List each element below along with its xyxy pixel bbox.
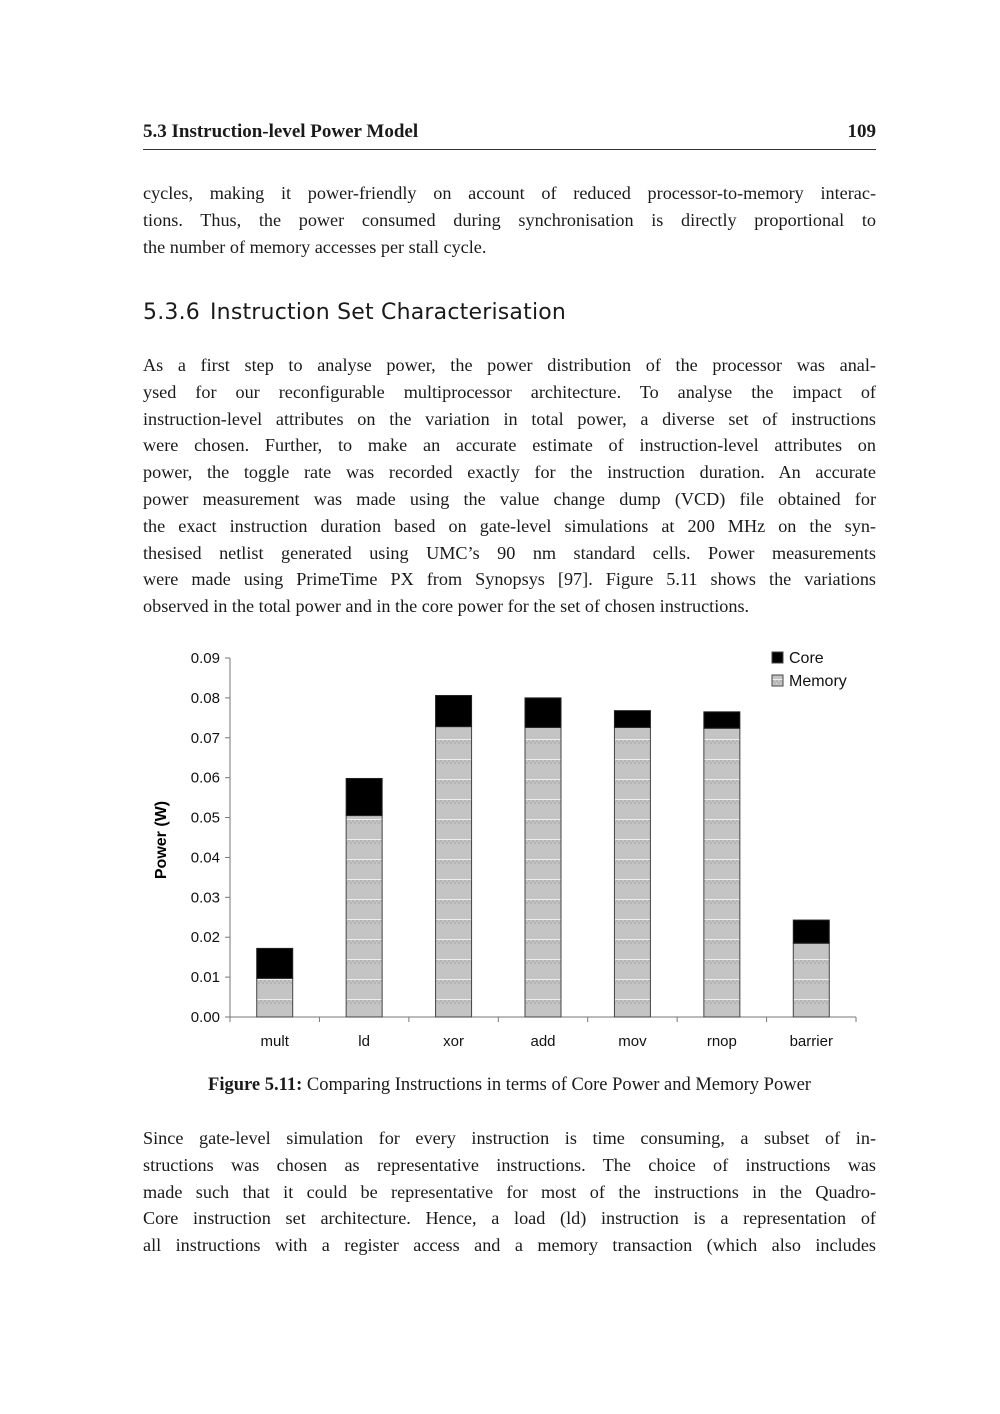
bar-ld bbox=[346, 778, 382, 1017]
text-line: instruction-level attributes on the variation in total power, a diverse set of instructions bbox=[143, 408, 876, 429]
x-tick-label: barrier bbox=[789, 1033, 833, 1050]
y-tick-label: 0.00 bbox=[190, 1009, 220, 1026]
section-number: 5.3.6 bbox=[143, 300, 200, 325]
bar-mult bbox=[257, 948, 293, 1017]
text-line: all instructions with a register access and a memory transaction (which also includes bbox=[143, 1235, 876, 1256]
y-axis bbox=[191, 650, 230, 1026]
memory-segment bbox=[793, 943, 829, 1017]
chart-legend bbox=[772, 650, 847, 690]
section-paragraph bbox=[143, 352, 876, 620]
x-tick-label: ld bbox=[358, 1033, 370, 1050]
figure-label: Figure 5.11: bbox=[208, 1075, 303, 1095]
text-line: structions was chosen as representative instructions. The choice of instructions was bbox=[143, 1154, 876, 1175]
bar-rnop bbox=[704, 712, 740, 1017]
x-tick-label: xor bbox=[443, 1033, 464, 1050]
text-line: ysed for our reconfigurable multiprocessor architecture. To analyse the impact of bbox=[143, 381, 876, 402]
text-line: were made using PrimeTime PX from Synopsys [97]. Figure 5.11 shows the variations bbox=[143, 569, 876, 590]
bar-barrier bbox=[793, 920, 829, 1017]
y-tick-label: 0.05 bbox=[190, 809, 220, 827]
closing-paragraph bbox=[143, 1125, 876, 1259]
section-title: Instruction Set Characterisation bbox=[209, 300, 567, 325]
core-segment bbox=[257, 948, 293, 978]
memory-segment bbox=[257, 978, 293, 1017]
y-tick-label: 0.03 bbox=[190, 889, 220, 907]
text-line: power, the toggle rate was recorded exactly for the instruction duration. An accurate bbox=[143, 462, 876, 483]
core-segment bbox=[525, 698, 561, 728]
text-line: made such that it could be representative for most of the instructions in the Quadro- bbox=[143, 1181, 876, 1202]
x-axis bbox=[230, 1017, 856, 1050]
memory-segment bbox=[704, 728, 740, 1017]
x-tick-label: rnop bbox=[706, 1033, 737, 1050]
core-segment bbox=[704, 712, 740, 728]
x-tick-label: add bbox=[530, 1033, 556, 1050]
running-header-title: 5.3 Instruction-level Power Model bbox=[143, 121, 419, 142]
text-line: the number of memory accesses per stall cycle. bbox=[143, 236, 487, 257]
y-tick-label: 0.01 bbox=[190, 969, 220, 987]
section-heading bbox=[143, 300, 566, 325]
memory-legend-swatch bbox=[772, 675, 783, 686]
bar-xor bbox=[436, 695, 472, 1017]
core-segment bbox=[436, 695, 472, 726]
text-line: Core instruction set architecture. Hence, a load (ld) instruction is a representation of bbox=[143, 1208, 876, 1229]
figure-caption-text: Comparing Instructions in terms of Core Power and Memory Power bbox=[306, 1075, 811, 1095]
chart-canvas bbox=[140, 640, 880, 1060]
text-line: the exact instruction duration based on gate-level simulations at 200 MHz on the syn- bbox=[143, 515, 876, 536]
text-line: thesised netlist generated using UMC’s 90 nm standard cells. Power measurements bbox=[143, 542, 876, 563]
text-line: As a first step to analyse power, the power distribution of the processor was anal- bbox=[143, 355, 876, 375]
text-line: observed in the total power and in the core power for the set of chosen instructions. bbox=[143, 596, 750, 617]
text-line: Since gate-level simulation for every instruction is time consuming, a subset of in- bbox=[143, 1128, 876, 1148]
text-line: power measurement was made using the value change dump (VCD) file obtained for bbox=[143, 488, 876, 509]
y-axis-label: Power (W) bbox=[153, 800, 170, 880]
bar-add bbox=[525, 698, 561, 1017]
bars bbox=[257, 695, 830, 1017]
y-tick-label: 0.06 bbox=[190, 769, 220, 787]
intro-paragraph bbox=[143, 180, 876, 260]
y-tick-label: 0.08 bbox=[190, 689, 220, 707]
core-segment bbox=[793, 920, 829, 943]
y-tick-label: 0.07 bbox=[190, 729, 220, 747]
page-number: 109 bbox=[847, 121, 876, 142]
legend-label: Core bbox=[789, 650, 824, 667]
x-tick-label: mult bbox=[260, 1033, 289, 1050]
y-tick-label: 0.02 bbox=[190, 929, 220, 947]
y-tick-label: 0.09 bbox=[190, 650, 220, 667]
x-tick-label: mov bbox=[618, 1033, 647, 1050]
bar-mov bbox=[614, 711, 650, 1017]
stacked-bar-chart bbox=[140, 640, 880, 1060]
memory-segment bbox=[525, 727, 561, 1017]
figure-caption bbox=[143, 1075, 876, 1096]
y-tick-label: 0.04 bbox=[190, 849, 220, 867]
text-line: cycles, making it power-friendly on account of reduced processor-to-memory interac- bbox=[143, 183, 876, 203]
memory-segment bbox=[436, 727, 472, 1017]
core-segment bbox=[614, 711, 650, 728]
core-legend-swatch bbox=[772, 652, 783, 663]
core-segment bbox=[346, 778, 382, 815]
text-line: tions. Thus, the power consumed during synchronisation is directly proportional to bbox=[143, 209, 876, 230]
memory-segment bbox=[346, 816, 382, 1017]
legend-label: Memory bbox=[789, 673, 847, 690]
running-header bbox=[143, 121, 876, 150]
memory-segment bbox=[614, 727, 650, 1017]
text-line: were chosen. Further, to make an accurate estimate of instruction-level attributes on bbox=[143, 435, 876, 456]
